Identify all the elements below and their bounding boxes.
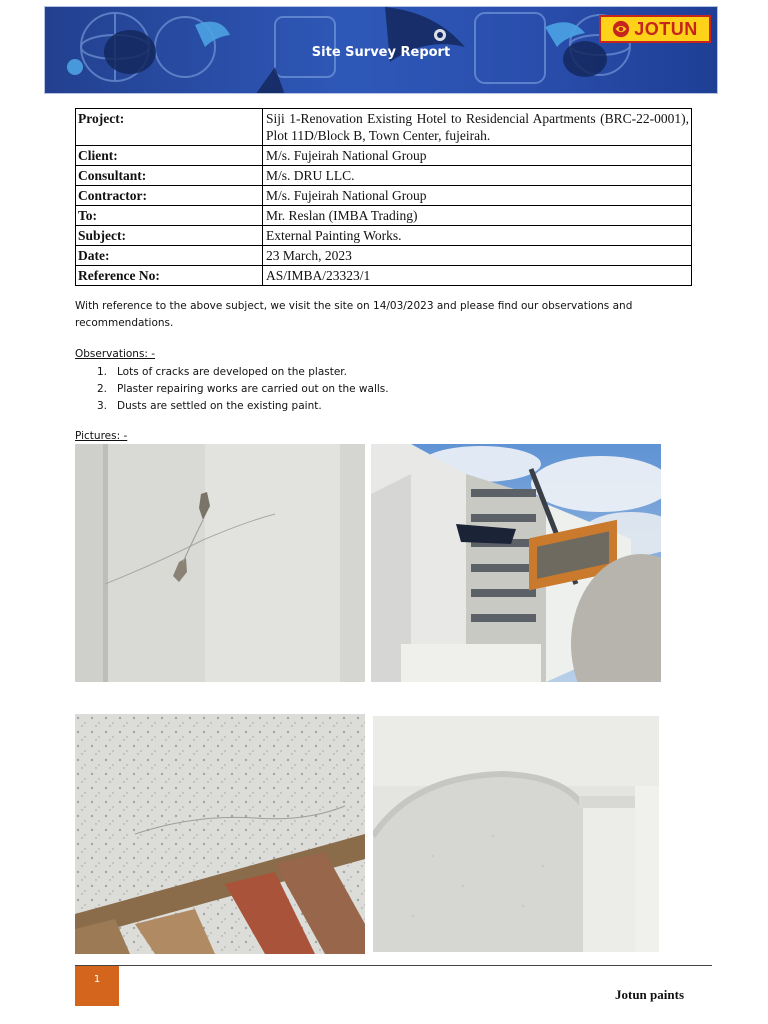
reference-value: AS/IMBA/23323/1 xyxy=(263,266,692,286)
list-item xyxy=(97,398,389,415)
to-value: Mr. Reslan (IMBA Trading) xyxy=(263,206,692,226)
table-row xyxy=(76,246,692,266)
observations-heading: Observations: - xyxy=(75,348,156,360)
contractor-value: M/s. Fujeirah National Group xyxy=(263,186,692,206)
report-title: Site Survey Report xyxy=(311,45,451,60)
intro-paragraph: With reference to the above subject, we visit the site on 14/03/2023 and please find our observations and recommendations. xyxy=(75,300,633,329)
project-label: Project: xyxy=(76,109,263,146)
photo-building-hoist xyxy=(371,444,661,682)
photo-wall-cracks xyxy=(75,444,365,682)
table-row xyxy=(76,109,692,146)
list-text: Dusts are settled on the existing paint. xyxy=(117,400,322,412)
photo-arch-column xyxy=(373,716,659,952)
footer-divider xyxy=(75,965,712,966)
subject-label: Subject: xyxy=(76,226,263,246)
to-label: To: xyxy=(76,206,263,226)
photo-wall-pallet xyxy=(75,714,365,954)
jotun-logo xyxy=(599,15,711,43)
jotun-logo-text: JOTUN xyxy=(634,18,698,39)
consultant-label: Consultant: xyxy=(76,166,263,186)
footer-brand: Jotun paints xyxy=(615,987,684,1002)
reference-label: Reference No: xyxy=(76,266,263,286)
consultant-value: M/s. DRU LLC. xyxy=(263,166,692,186)
list-text: Lots of cracks are developed on the plaster. xyxy=(117,366,347,378)
table-row xyxy=(76,166,692,186)
table-row xyxy=(76,206,692,226)
table-row xyxy=(76,226,692,246)
list-number: 3. xyxy=(97,400,108,412)
table-row xyxy=(76,266,692,286)
list-number: 1. xyxy=(97,366,108,378)
list-item xyxy=(97,364,389,381)
list-number: 2. xyxy=(97,383,108,395)
table-row xyxy=(76,186,692,206)
pictures-heading: Pictures: - xyxy=(75,430,128,442)
date-value: 23 March, 2023 xyxy=(263,246,692,266)
client-value: M/s. Fujeirah National Group xyxy=(263,146,692,166)
table-row xyxy=(76,146,692,166)
header-banner xyxy=(44,6,718,94)
page-number: 1 xyxy=(75,966,119,1006)
project-info-table xyxy=(75,108,692,286)
client-label: Client: xyxy=(76,146,263,166)
list-text: Plaster repairing works are carried out on the walls. xyxy=(117,383,389,395)
contractor-label: Contractor: xyxy=(76,186,263,206)
jotun-logo-icon xyxy=(612,20,630,38)
project-value: Siji 1-Renovation Existing Hotel to Residencial Apartments (BRC-22-0001), Plot 11D/Block B, Town Center, fujeirah. xyxy=(263,109,692,146)
date-label: Date: xyxy=(76,246,263,266)
subject-value: External Painting Works. xyxy=(263,226,692,246)
observations-list xyxy=(97,364,389,415)
list-item xyxy=(97,381,389,398)
